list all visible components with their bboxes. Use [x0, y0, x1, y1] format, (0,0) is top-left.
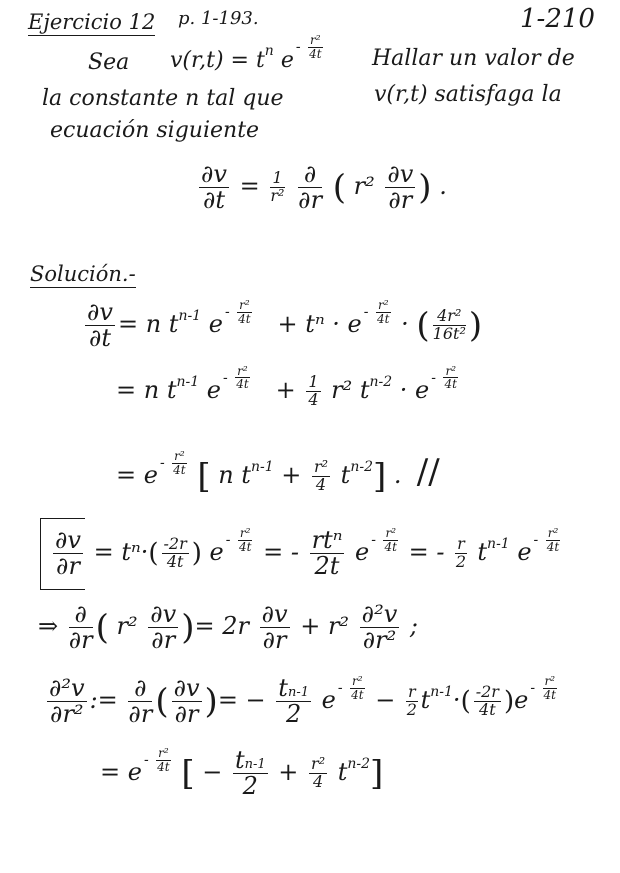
statement-sea: Sea — [88, 50, 130, 75]
d2vdr2-line-1: $\frac{\text{∂²v}}{\text{∂r²}}$ := $\frac{\partial}{\partial r}$ ( $\frac{\partial v}{\partial r}$ )= − $\frac{tn-1}{2}$ e - $\frac{\text{r²}}{4t}$ − $\frac{r}{2}$ $t^{n-1}\cdot$( $\frac{-2r}{4t}$ )e - $\frac{\text{r²}}{4t}$ — [49, 674, 556, 729]
statement-line2b: v(r,t) satisfaga la — [374, 82, 562, 107]
dvdt-line-2: = n $t^{n-1}$ e - $\frac{\text{r²}}{4t}$ + $\frac{1}{4}$ r² $t^{n-2} \cdot e$ - $\frac{\text{r²}}{4t}$ — [116, 363, 457, 409]
implies-line: ⇒ $\frac{\partial}{\partial r}$ ( r² $\frac{\partial v}{\partial r}$ )= 2r $\frac{\partial v}{\partial r}$ + r² $\frac{\text{∂²v}}{\text{∂r²}}$ ; — [38, 600, 418, 655]
statement-definition: $v(r,t) = t^n$ e- $\frac{\text{r²}}{4t}$ — [170, 32, 322, 73]
exercise-title: Ejercicio 12 — [28, 10, 156, 34]
statement-hallar: Hallar un valor de — [372, 46, 575, 71]
statement-line2: la constante n tal que — [42, 86, 284, 111]
solution-label: Solución.- — [30, 262, 136, 286]
dvdr-line: $\frac{\partial v}{\partial r}$ = tⁿ·( $\frac{-2r}{4t}$ ) e - $\frac{\text{r²}}{4t}$ = - $\frac{\text{rtⁿ}}{2t}$ e - $\frac{\text{r²}}{4t}$ = - $\frac{r}{2}$ $t^{n-1}$ e - $\frac{\text{r²}}{4t}$ — [55, 526, 560, 581]
dvdt-line-1: $\frac{\partial v}{\partial t}$ = n $t^{n-1}$ e - $\frac{\text{r²}}{4t}$ + tⁿ · e - $\frac{\text{r²}}{4t}$ · ( $\frac{\text{4r²}}{\text{16t²}}$ ) — [87, 298, 483, 353]
page-number: 1-210 — [520, 4, 595, 34]
statement-line3: ecuación siguiente — [50, 118, 260, 143]
pde-equation: $\frac{\partial v}{\partial t}$ = $\frac{1}{\text{r²}}$ $\frac{\partial}{\partial r}$ ( r² $\frac{\partial v}{\partial r}$ ) . — [201, 160, 447, 215]
d2vdr2-line-2: = e - $\frac{\text{r²}}{4t}$ [ − $\frac{tn-1}{2}$ + $\frac{\text{r²}}{4}$ $t^{n-2}$] — [100, 746, 384, 801]
page-reference: p. 1-193. — [178, 8, 259, 29]
dvdt-line-3: = e - $\frac{\text{r²}}{4t}$ [ n $t^{n-1}$ + $\frac{\text{r²}}{4}$ $t^{n-2}$] . // — [116, 448, 440, 497]
